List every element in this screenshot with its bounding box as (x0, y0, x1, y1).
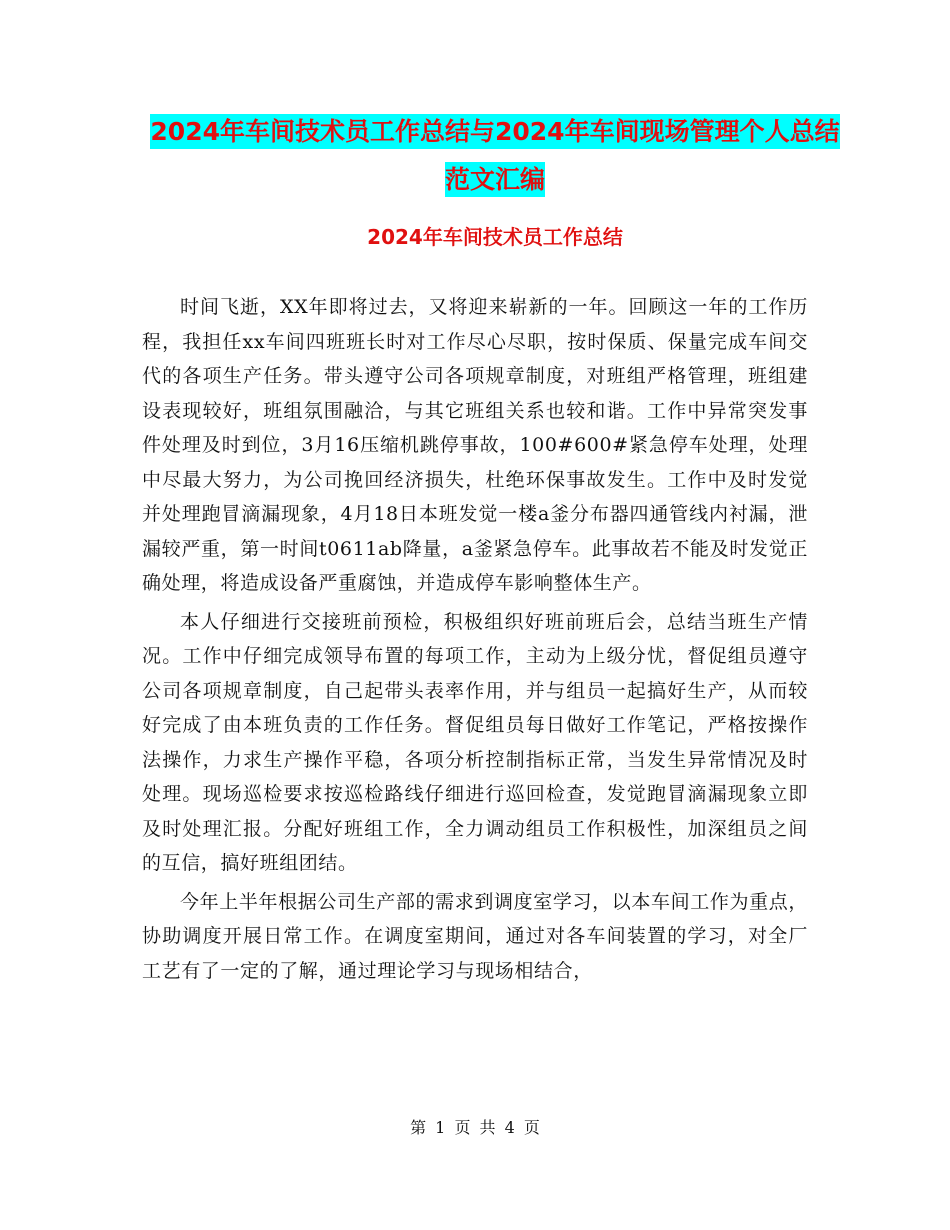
paragraph: 时间飞逝，XX年即将过去，又将迎来崭新的一年。回顾这一年的工作历程，我担任xx车间四班班长时对工作尽心尽职，按时保质、保量完成车间交代的各项生产任务。带头遵守公司各项规章制度，对班组严格管理，班组建设表现较好，班组氛围融洽，与其它班组关系也较和谐。工作中异常突发事件处理及时到位，3月16压缩机跳停事故，100#600#紧急停车处理，处理中尽最大努力，为公司挽回经济损失，杜绝环保事故发生。工作中及时发觉并处理跑冒滴漏现象，4月18日本班发觉一楼a釜分布器四通管线内衬漏，泄漏较严重，第一时间t0611ab降量，a釜紧急停车。此事故若不能及时发觉正确处理，将造成设备严重腐蚀，并造成停车影响整体生产。 (142, 296, 808, 594)
document-body (142, 290, 808, 992)
document-title (140, 108, 850, 204)
document-title-text: 2024年车间技术员工作总结与2024年车间现场管理个人总结范文汇编 (150, 114, 839, 197)
page-footer: 第 1 页 共 4 页 (410, 1118, 540, 1137)
section-title: 2024年车间技术员工作总结 (367, 225, 623, 249)
paragraph: 本人仔细进行交接班前预检，积极组织好班前班后会，总结当班生产情况。工作中仔细完成领导布置的每项工作，主动为上级分忧，督促组员遵守公司各项规章制度，自己起带头表率作用，并与组员一起搞好生产，从而较好完成了由本班负责的工作任务。督促组员每日做好工作笔记，严格按操作法操作，力求生产操作平稳，各项分析控制指标正常，当发生异常情况及时处理。现场巡检要求按巡检路线仔细进行巡回检查，发觉跑冒滴漏现象立即及时处理汇报。分配好班组工作，全力调动组员工作积极性，加深组员之间的互信，搞好班组团结。 (142, 610, 808, 874)
paragraph: 今年上半年根据公司生产部的需求到调度室学习，以本车间工作为重点，协助调度开展日常工作。在调度室期间，通过对各车间装置的学习，对全厂工艺有了一定的了解，通过理论学习与现场相结合， (142, 890, 808, 982)
